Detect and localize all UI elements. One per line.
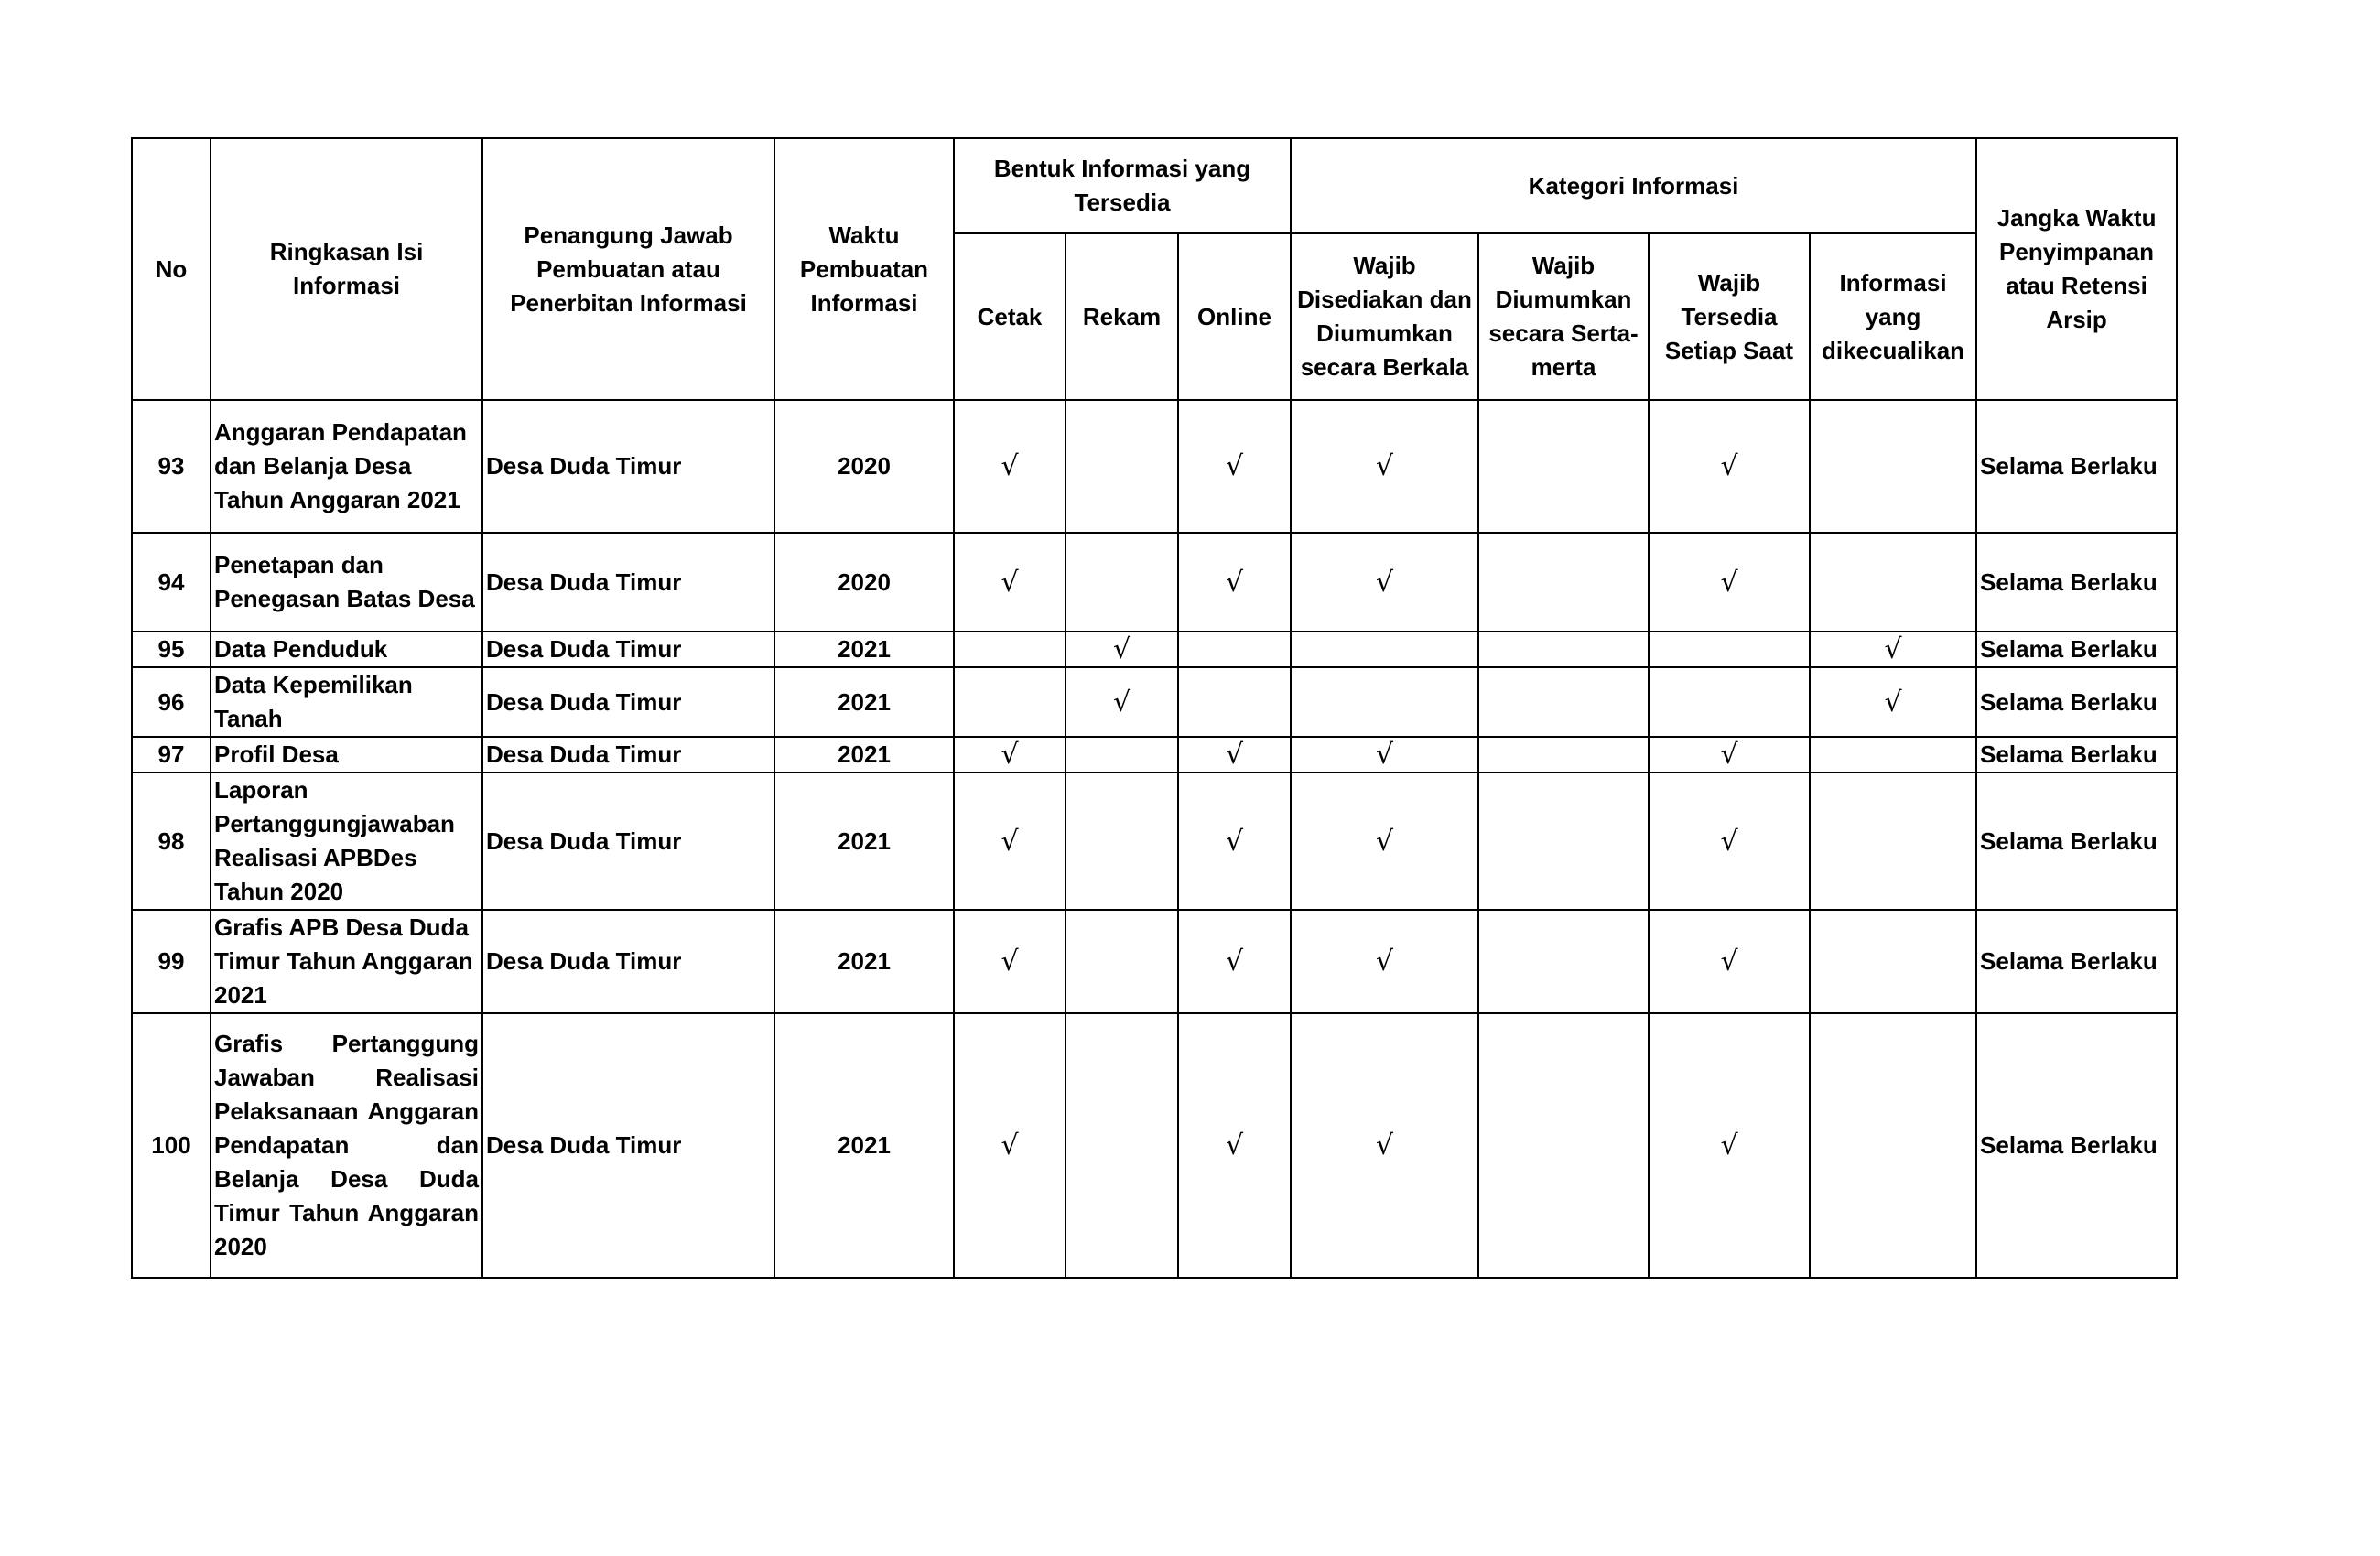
cell-ringkasan: Penetapan dan Penegasan Batas Desa bbox=[211, 533, 482, 632]
cell-ringkasan: Data Penduduk bbox=[211, 632, 482, 667]
cell-no: 98 bbox=[132, 773, 211, 910]
cell-no: 94 bbox=[132, 533, 211, 632]
header-cetak: Cetak bbox=[954, 233, 1066, 400]
cell-no: 95 bbox=[132, 632, 211, 667]
cell-ringkasan: Grafis Pertanggung Jawaban Realisasi Pelaksanaan Anggaran Pendapatan dan Belanja Desa Duda Timur Tahun Anggaran 2020 bbox=[211, 1013, 482, 1278]
cell-setiap-saat-check bbox=[1649, 667, 1810, 737]
table-row bbox=[132, 1013, 2177, 1278]
cell-berkala-check: √ bbox=[1291, 910, 1478, 1013]
cell-penanggung-jawab: Desa Duda Timur bbox=[482, 1013, 774, 1278]
header-ringkasan: Ringkasan Isi Informasi bbox=[211, 138, 482, 400]
header-online: Online bbox=[1178, 233, 1291, 400]
cell-setiap-saat-check: √ bbox=[1649, 400, 1810, 533]
cell-penanggung-jawab: Desa Duda Timur bbox=[482, 910, 774, 1013]
cell-setiap-saat-check: √ bbox=[1649, 533, 1810, 632]
cell-ringkasan: Data Kepemilikan Tanah bbox=[211, 667, 482, 737]
table-row bbox=[132, 737, 2177, 773]
cell-jangka-waktu: Selama Berlaku bbox=[1976, 533, 2177, 632]
cell-rekam-check: √ bbox=[1066, 667, 1178, 737]
cell-berkala-check: √ bbox=[1291, 737, 1478, 773]
cell-cetak-check: √ bbox=[954, 400, 1066, 533]
cell-jangka-waktu: Selama Berlaku bbox=[1976, 632, 2177, 667]
cell-rekam-check bbox=[1066, 400, 1178, 533]
cell-rekam-check bbox=[1066, 773, 1178, 910]
cell-rekam-check: √ bbox=[1066, 632, 1178, 667]
header-setiap-saat: Wajib Tersedia Setiap Saat bbox=[1649, 233, 1810, 400]
cell-penanggung-jawab: Desa Duda Timur bbox=[482, 667, 774, 737]
table-row bbox=[132, 910, 2177, 1013]
header-waktu: Waktu Pembuatan Informasi bbox=[774, 138, 954, 400]
table-body bbox=[132, 400, 2177, 1278]
cell-dikecualikan-check: √ bbox=[1810, 667, 1976, 737]
cell-waktu: 2021 bbox=[774, 737, 954, 773]
header-bentuk-informasi: Bentuk Informasi yang Tersedia bbox=[954, 138, 1291, 233]
cell-ringkasan: Profil Desa bbox=[211, 737, 482, 773]
cell-cetak-check: √ bbox=[954, 737, 1066, 773]
cell-penanggung-jawab: Desa Duda Timur bbox=[482, 737, 774, 773]
cell-setiap-saat-check: √ bbox=[1649, 1013, 1810, 1278]
cell-cetak-check: √ bbox=[954, 910, 1066, 1013]
cell-rekam-check bbox=[1066, 737, 1178, 773]
cell-serta-merta-check bbox=[1478, 737, 1649, 773]
cell-dikecualikan-check bbox=[1810, 533, 1976, 632]
cell-online-check: √ bbox=[1178, 737, 1291, 773]
cell-dikecualikan-check bbox=[1810, 910, 1976, 1013]
cell-waktu: 2021 bbox=[774, 910, 954, 1013]
cell-jangka-waktu: Selama Berlaku bbox=[1976, 910, 2177, 1013]
cell-setiap-saat-check: √ bbox=[1649, 737, 1810, 773]
cell-cetak-check: √ bbox=[954, 1013, 1066, 1278]
header-kategori-informasi: Kategori Informasi bbox=[1291, 138, 1976, 233]
header-wajib-berkala: Wajib Disediakan dan Diumumkan secara Berkala bbox=[1291, 233, 1478, 400]
cell-cetak-check bbox=[954, 667, 1066, 737]
cell-cetak-check: √ bbox=[954, 773, 1066, 910]
header-penanggung-jawab: Penangung Jawab Pembuatan atau Penerbitan Informasi bbox=[482, 138, 774, 400]
cell-no: 99 bbox=[132, 910, 211, 1013]
cell-waktu: 2020 bbox=[774, 400, 954, 533]
header-row-top bbox=[132, 138, 2177, 233]
cell-jangka-waktu: Selama Berlaku bbox=[1976, 773, 2177, 910]
cell-jangka-waktu: Selama Berlaku bbox=[1976, 667, 2177, 737]
cell-penanggung-jawab: Desa Duda Timur bbox=[482, 400, 774, 533]
cell-ringkasan: Anggaran Pendapatan dan Belanja Desa Tahun Anggaran 2021 bbox=[211, 400, 482, 533]
cell-penanggung-jawab: Desa Duda Timur bbox=[482, 533, 774, 632]
cell-online-check: √ bbox=[1178, 533, 1291, 632]
cell-waktu: 2020 bbox=[774, 533, 954, 632]
cell-serta-merta-check bbox=[1478, 400, 1649, 533]
cell-serta-merta-check bbox=[1478, 1013, 1649, 1278]
cell-waktu: 2021 bbox=[774, 773, 954, 910]
cell-berkala-check: √ bbox=[1291, 400, 1478, 533]
cell-berkala-check: √ bbox=[1291, 1013, 1478, 1278]
cell-online-check bbox=[1178, 632, 1291, 667]
cell-jangka-waktu: Selama Berlaku bbox=[1976, 1013, 2177, 1278]
table-row bbox=[132, 773, 2177, 910]
cell-jangka-waktu: Selama Berlaku bbox=[1976, 737, 2177, 773]
header-jangka-waktu: Jangka Waktu Penyimpanan atau Retensi Arsip bbox=[1976, 138, 2177, 400]
cell-berkala-check: √ bbox=[1291, 773, 1478, 910]
cell-dikecualikan-check bbox=[1810, 400, 1976, 533]
cell-serta-merta-check bbox=[1478, 773, 1649, 910]
cell-waktu: 2021 bbox=[774, 667, 954, 737]
cell-serta-merta-check bbox=[1478, 667, 1649, 737]
cell-setiap-saat-check: √ bbox=[1649, 910, 1810, 1013]
header-serta-merta: Wajib Diumumkan secara Serta-merta bbox=[1478, 233, 1649, 400]
cell-penanggung-jawab: Desa Duda Timur bbox=[482, 773, 774, 910]
cell-no: 97 bbox=[132, 737, 211, 773]
cell-serta-merta-check bbox=[1478, 632, 1649, 667]
cell-dikecualikan-check bbox=[1810, 773, 1976, 910]
cell-penanggung-jawab: Desa Duda Timur bbox=[482, 632, 774, 667]
cell-no: 100 bbox=[132, 1013, 211, 1278]
cell-ringkasan: Laporan Pertanggungjawaban Realisasi APBDes Tahun 2020 bbox=[211, 773, 482, 910]
table-row bbox=[132, 632, 2177, 667]
cell-online-check: √ bbox=[1178, 1013, 1291, 1278]
cell-rekam-check bbox=[1066, 533, 1178, 632]
cell-ringkasan: Grafis APB Desa Duda Timur Tahun Anggaran 2021 bbox=[211, 910, 482, 1013]
header-rekam: Rekam bbox=[1066, 233, 1178, 400]
cell-dikecualikan-check: √ bbox=[1810, 632, 1976, 667]
cell-berkala-check: √ bbox=[1291, 533, 1478, 632]
information-list-table bbox=[131, 137, 2178, 1279]
cell-serta-merta-check bbox=[1478, 910, 1649, 1013]
cell-dikecualikan-check bbox=[1810, 1013, 1976, 1278]
cell-serta-merta-check bbox=[1478, 533, 1649, 632]
cell-online-check bbox=[1178, 667, 1291, 737]
cell-waktu: 2021 bbox=[774, 632, 954, 667]
cell-waktu: 2021 bbox=[774, 1013, 954, 1278]
cell-setiap-saat-check: √ bbox=[1649, 773, 1810, 910]
cell-berkala-check bbox=[1291, 632, 1478, 667]
cell-online-check: √ bbox=[1178, 400, 1291, 533]
cell-no: 96 bbox=[132, 667, 211, 737]
cell-online-check: √ bbox=[1178, 910, 1291, 1013]
cell-dikecualikan-check bbox=[1810, 737, 1976, 773]
cell-setiap-saat-check bbox=[1649, 632, 1810, 667]
cell-cetak-check bbox=[954, 632, 1066, 667]
cell-berkala-check bbox=[1291, 667, 1478, 737]
header-dikecualikan: Informasi yang dikecualikan bbox=[1810, 233, 1976, 400]
cell-cetak-check: √ bbox=[954, 533, 1066, 632]
cell-rekam-check bbox=[1066, 1013, 1178, 1278]
cell-rekam-check bbox=[1066, 910, 1178, 1013]
table-row bbox=[132, 400, 2177, 533]
cell-jangka-waktu: Selama Berlaku bbox=[1976, 400, 2177, 533]
cell-no: 93 bbox=[132, 400, 211, 533]
table-row bbox=[132, 667, 2177, 737]
cell-online-check: √ bbox=[1178, 773, 1291, 910]
header-no: No bbox=[132, 138, 211, 400]
table-row bbox=[132, 533, 2177, 632]
